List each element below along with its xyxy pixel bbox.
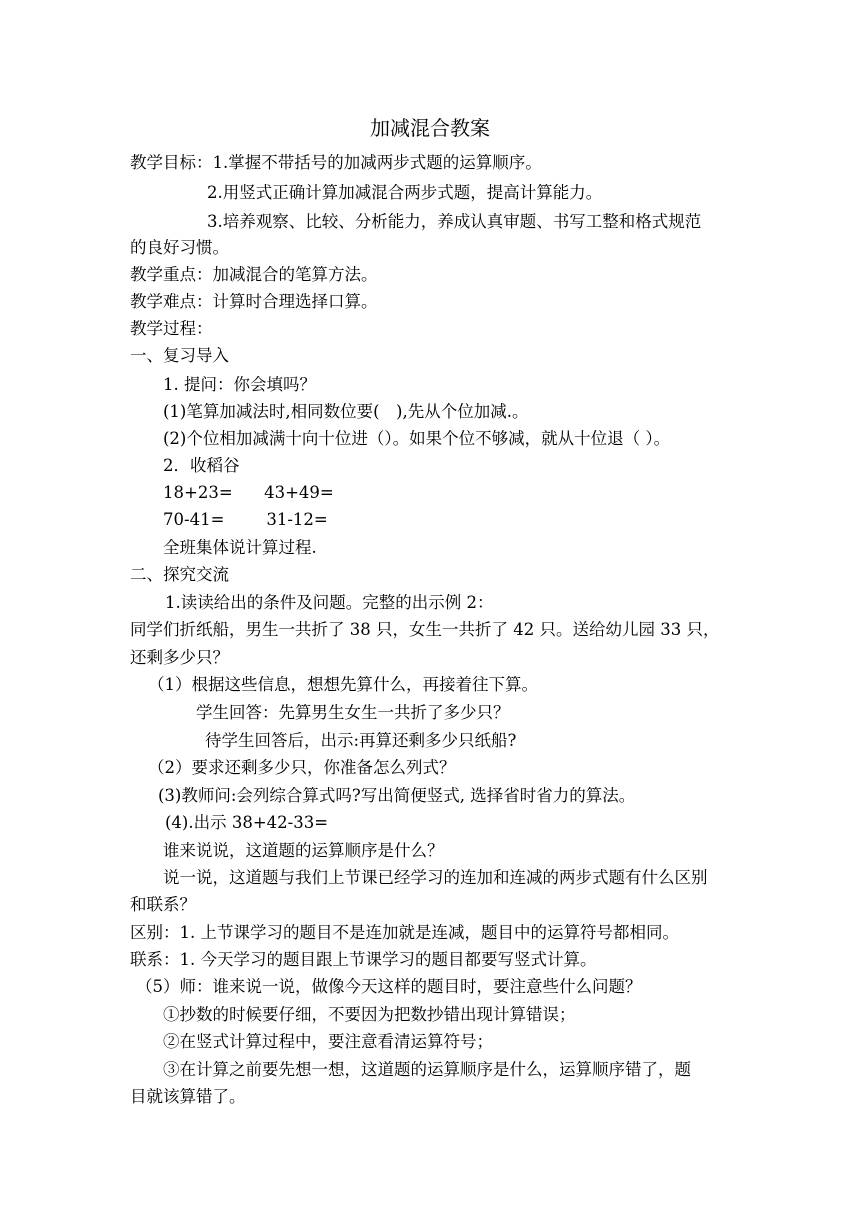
- line-fill-2: (2)个位相加减满十向十位进（）。如果个位不够减，就从十位退（ ）。: [163, 429, 671, 448]
- section-heading-review: 一、复习导入: [130, 346, 229, 365]
- line-exercise-1: 18+23= 43+49=: [163, 483, 334, 502]
- line-goal-1: 教学目标：1.掌握不带括号的加减两步式题的运算顺序。: [130, 153, 542, 172]
- line-goal-3: 3.培养观察、比较、分析能力，养成认真审题、书写工整和格式规范: [207, 212, 702, 231]
- line-goal-3-cont: 的良好习惯。: [130, 238, 229, 257]
- line-note-3: ③在计算之前要先想一想，这道题的运算顺序是什么，运算顺序错了，题: [163, 1060, 691, 1079]
- line-compare: 说一说，这道题与我们上节课已经学习的连加和连减的两步式题有什么区别: [163, 868, 708, 887]
- line-connection: 联系：1. 今天学习的题目跟上节课学习的题目都要写竖式计算。: [130, 950, 597, 969]
- line-exercise-2: 70-41= 31-12=: [163, 510, 328, 529]
- line-key-point: 教学重点：加减混合的笔算方法。: [130, 265, 378, 284]
- line-problem: 同学们折纸船，男生一共折了 38 只，女生一共折了 42 只。送给幼儿园 33 只，: [130, 620, 720, 639]
- line-note-1: ①抄数的时候要仔细，不要因为把数抄错出现计算错误；: [163, 1005, 576, 1024]
- line-step-4: (4).出示 38+42-33=: [165, 813, 329, 832]
- line-student-answer: 学生回答：先算男生女生一共折了多少只？: [196, 703, 510, 722]
- line-step-1: （1）根据这些信息，想想先算什么，再接着往下算。: [148, 675, 538, 694]
- line-note-2: ②在竖式计算过程中，要注意看清运算符号；: [163, 1032, 493, 1051]
- line-difference: 区别：1. 上节课学习的题目不是连加就是连减，题目中的运算符号都相同。: [130, 923, 679, 942]
- section-heading-explore: 二、探究交流: [130, 565, 229, 584]
- line-process-heading: 教学过程：: [130, 319, 213, 338]
- line-harvest: 2．收稻谷: [163, 456, 240, 475]
- line-step-5: （5）师：谁来说一说，做像今天这样的题目时，要注意些什么问题？: [136, 977, 642, 996]
- line-problem-cont: 还剩多少只？: [130, 648, 229, 667]
- line-difficulty: 教学难点：计算时合理选择口算。: [130, 292, 378, 311]
- line-question: 1. 提问：你会填吗？: [163, 375, 316, 394]
- line-class-process: 全班集体说计算过程.: [163, 538, 317, 557]
- document-title: 加减混合教案: [370, 116, 490, 140]
- line-goal-2: 2.用竖式正确计算加减混合两步式题，提高计算能力。: [207, 183, 603, 202]
- line-fill-1: (1)笔算加减法时,相同数位要( ),先从个位加减.。: [163, 402, 529, 421]
- line-note-3-cont: 目就该算错了。: [130, 1087, 246, 1106]
- line-step-2: （2）要求还剩多少只，你准备怎么列式？: [148, 758, 456, 777]
- line-step-3: (3)教师问:会列综合算式吗?写出简便竖式, 选择省时省力的算法。: [158, 786, 636, 805]
- line-read-example: 1.读读给出的条件及问题。完整的出示例 2：: [165, 593, 494, 612]
- line-after-answer: 待学生回答后，出示:再算还剩多少只纸船?: [205, 731, 517, 750]
- line-order-question: 谁来说说，这道题的运算顺序是什么？: [163, 841, 444, 860]
- line-compare-cont: 和联系？: [130, 895, 196, 914]
